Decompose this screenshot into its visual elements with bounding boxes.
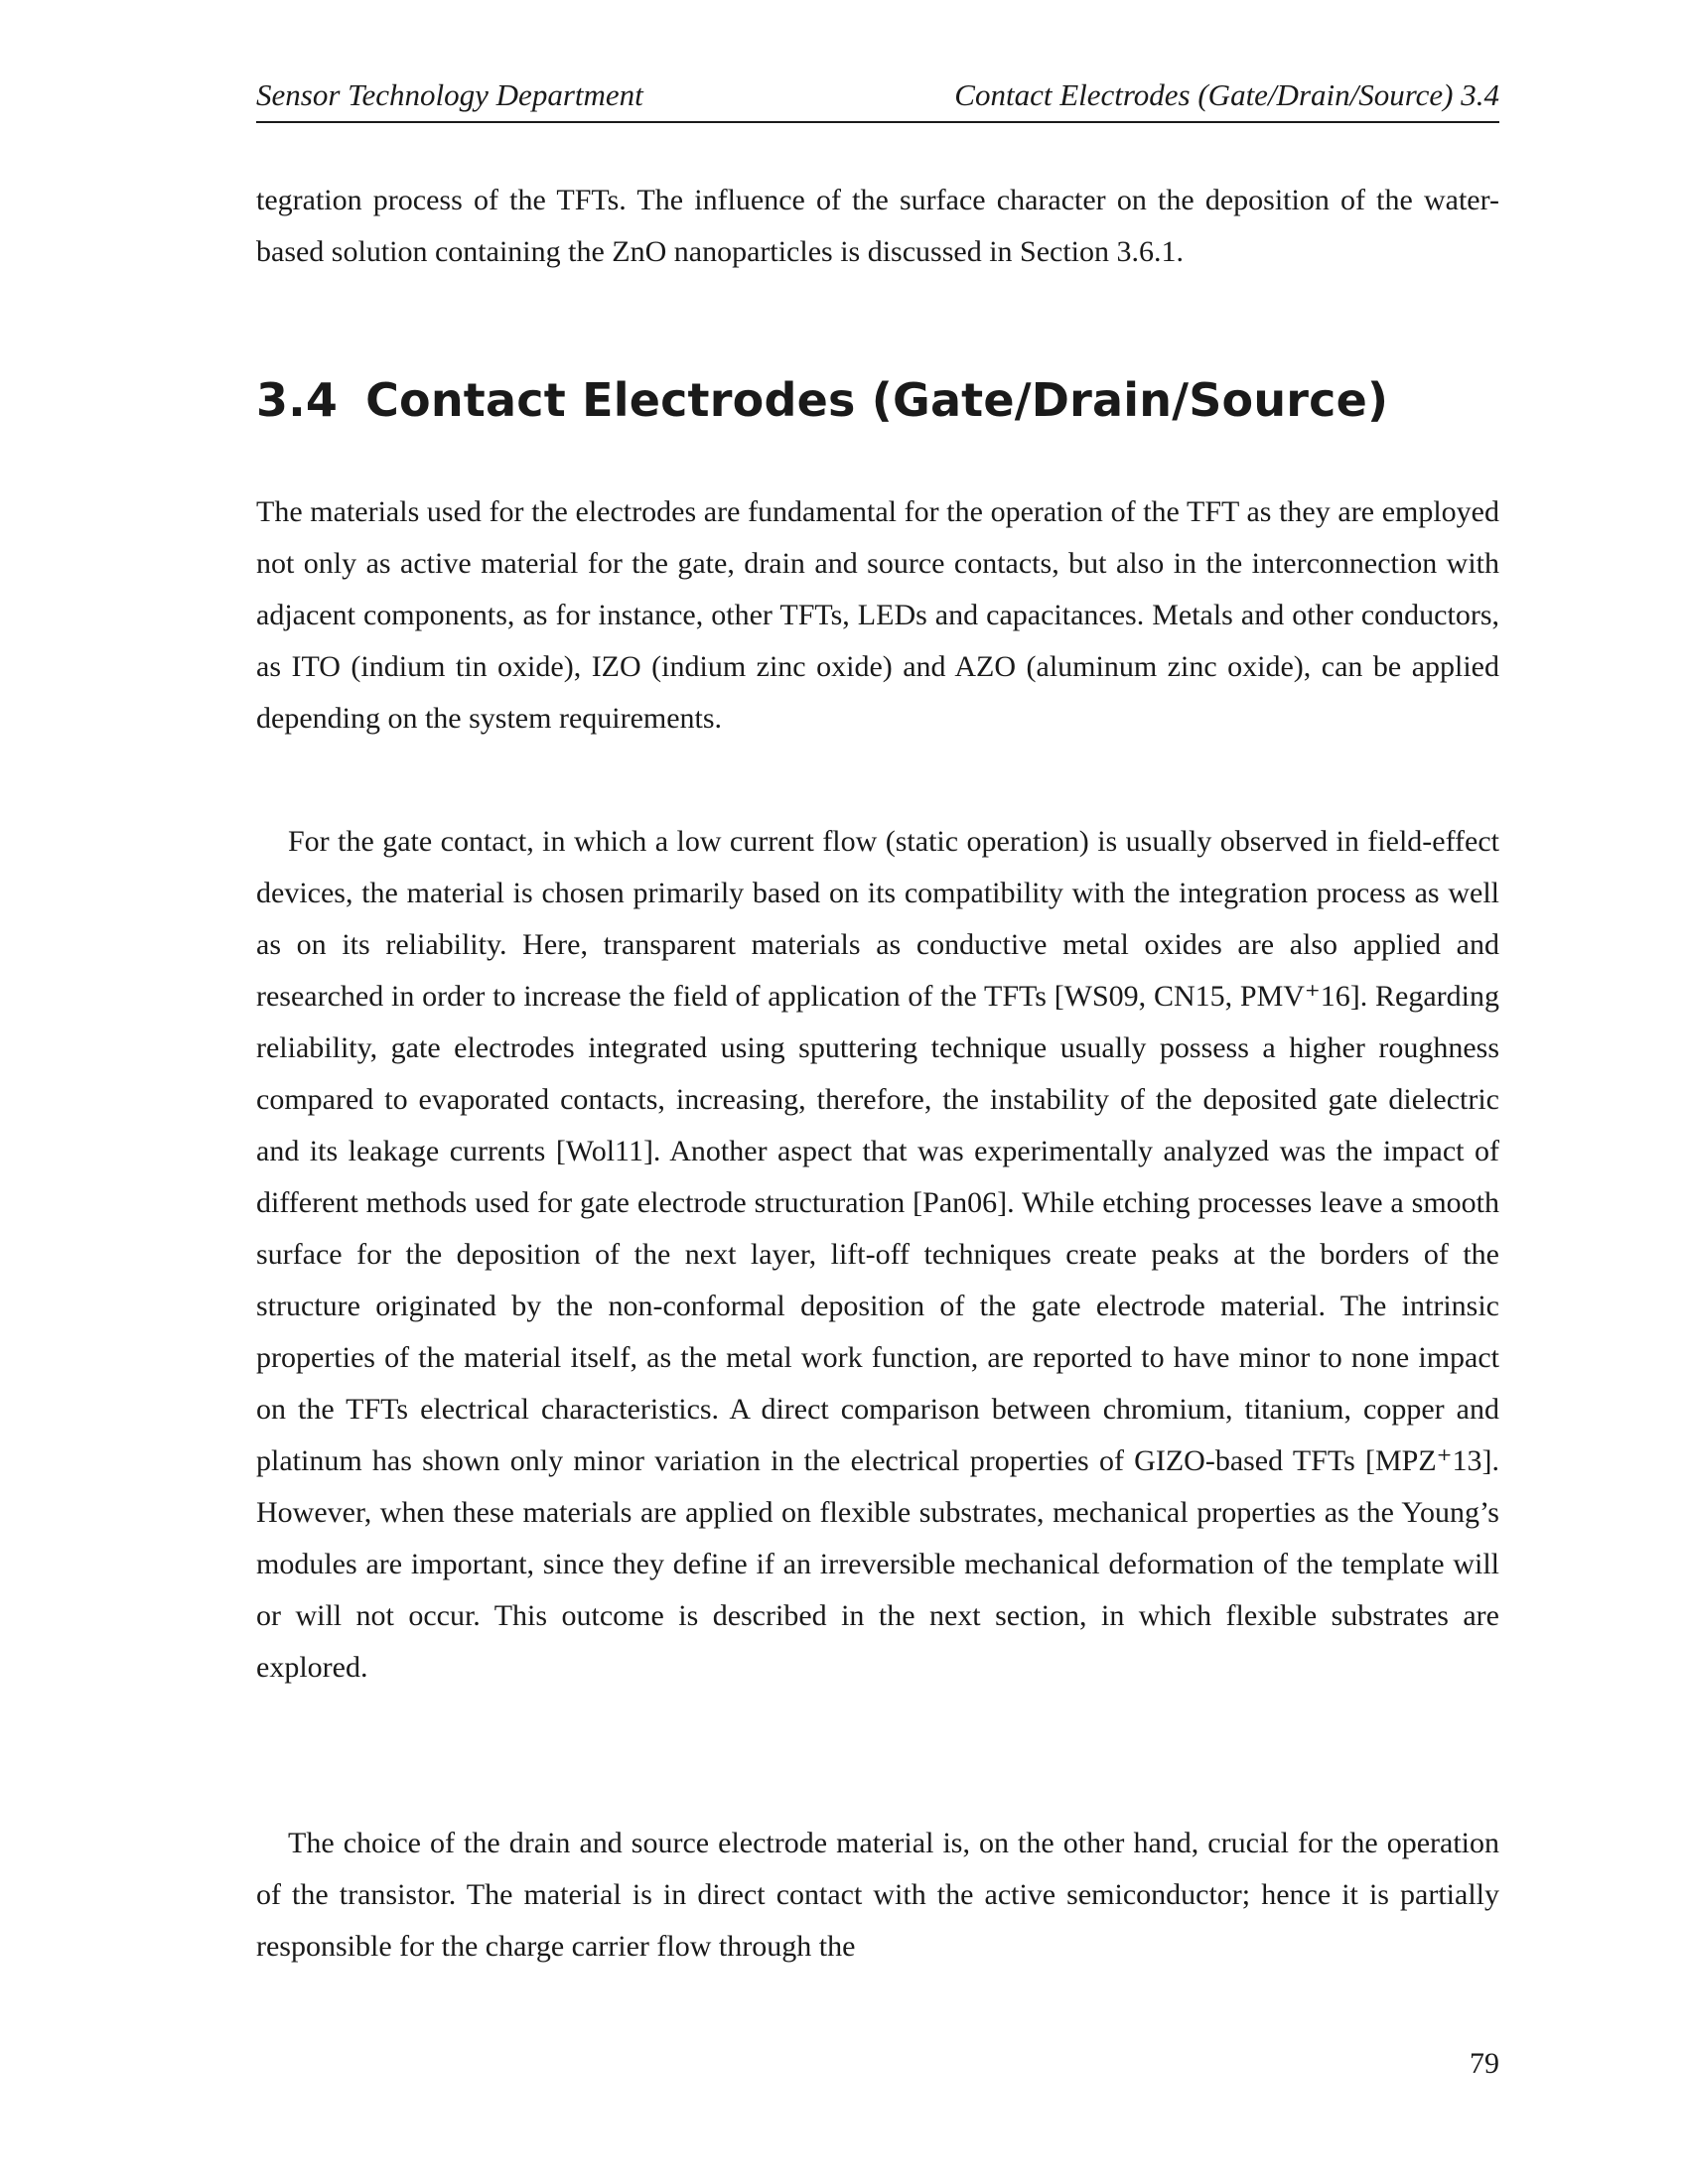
intro-paragraph: tegration process of the TFTs. The influence of the surface character on the deposition of the water-based solution containing the ZnO nanoparticles is discussed in Section 3.6.1.	[256, 184, 1499, 268]
document-page	[256, 0, 1499, 2184]
header-section-title: Contact Electrodes (Gate/Drain/Source) 3.4	[954, 77, 1499, 112]
paragraph-drain-source: The choice of the drain and source electrode material is, on the other hand, crucial for the operation of the transistor. The material is in direct contact with the active semiconductor; hence it is partially responsible for the charge carrier flow through the	[256, 1827, 1499, 1963]
section-title: Contact Electrodes (Gate/Drain/Source)	[365, 373, 1389, 427]
paragraph-electrode-materials: The materials used for the electrodes are fundamental for the operation of the TFT as they are employed not only as active material for the gate, drain and source contacts, but also in the interconnection with adjacent components, as for instance, other TFTs, LEDs and capacitances. Metals and other conductors, as ITO (indium tin oxide), IZO (indium zinc oxide) and AZO (aluminum zinc oxide), can be applied depending on the system requirements.	[256, 495, 1499, 735]
section-number: 3.4	[256, 373, 339, 427]
running-header	[256, 77, 1499, 123]
header-department: Sensor Technology Department	[256, 77, 643, 112]
paragraph-gate-contact: For the gate contact, in which a low current flow (static operation) is usually observed in field-effect devices, the material is chosen primarily based on its compatibility with the integration process as well as on its reliability. Here, transparent materials as conductive metal oxides are also applied and researched in order to increase the field of application of the TFTs [WS09, CN15, PMV⁺16]. Regarding reliability, gate electrodes integrated using sputtering technique usually possess a higher roughness compared to evaporated contacts, increasing, therefore, the instability of the deposited gate dielectric and its leakage currents [Wol11]. Another aspect that was experimentally analyzed was the impact of different methods used for gate electrode structuration [Pan06]. While etching processes leave a smooth surface for the deposition of the next layer, lift-off techniques create peaks at the borders of the structure originated by the non-conformal deposition of the gate electrode material. The intrinsic properties of the material itself, as the metal work function, are reported to have minor to none impact on the TFTs electrical characteristics. A direct comparison between chromium, titanium, copper and platinum has shown only minor variation in the electrical properties of GIZO-based TFTs [MPZ⁺13]. However, when these materials are applied on flexible substrates, mechanical properties as the Young’s modules are important, since they define if an irreversible mechanical deformation of the template will or will not occur. This outcome is described in the next section, in which flexible substrates are explored.	[256, 825, 1499, 1684]
page-number: 79	[1470, 2047, 1499, 2080]
section-heading	[256, 365, 1499, 435]
